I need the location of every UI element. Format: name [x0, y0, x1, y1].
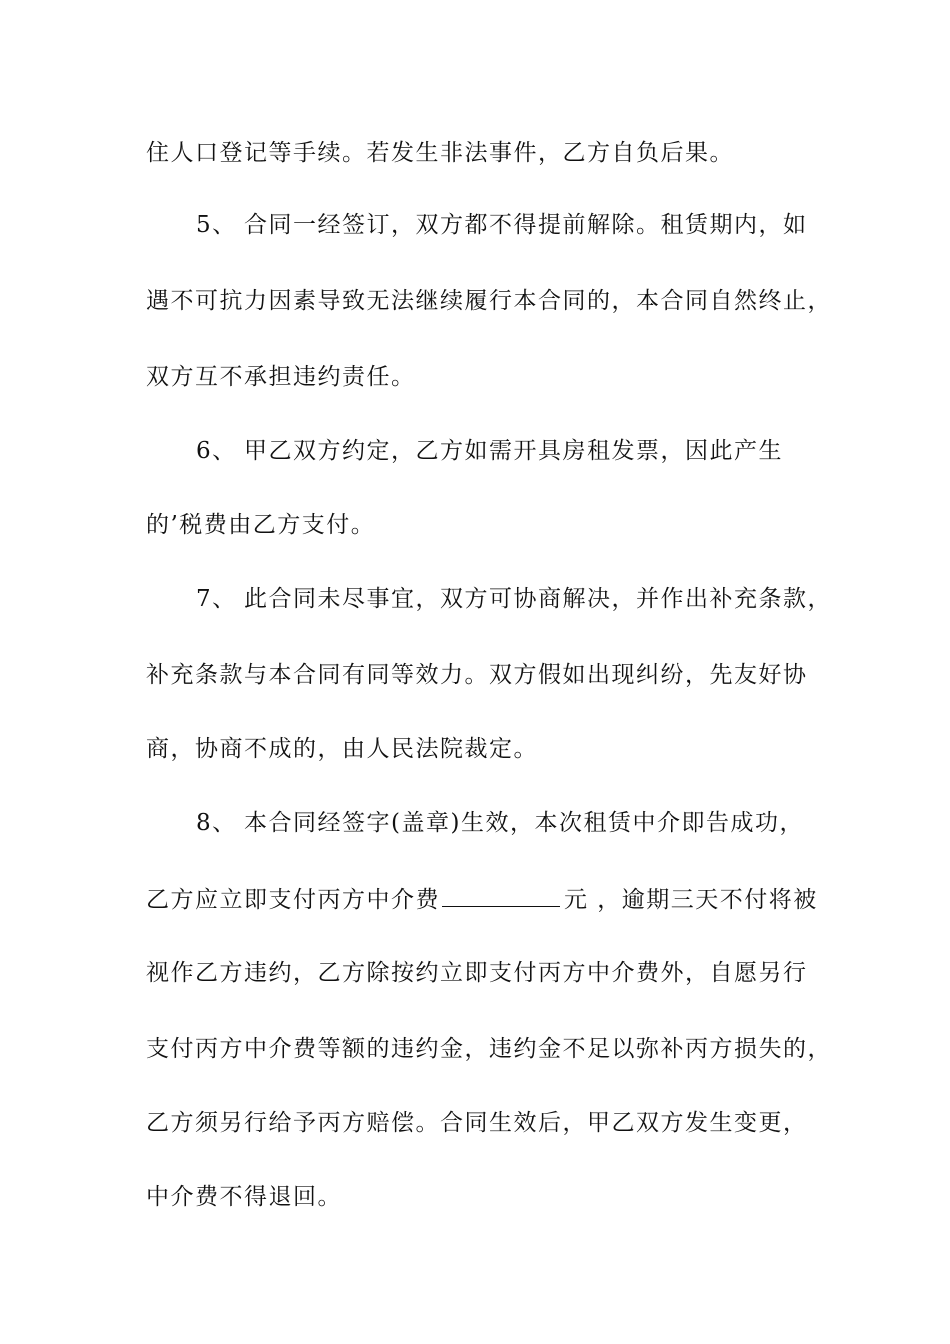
clause-7-line-1	[196, 584, 832, 614]
fee-amount-blank	[442, 884, 560, 907]
clause-8-line-6: 中介费不得退回。	[146, 1184, 342, 1210]
clause-4-tail: 住人口登记等手续。若发生非法事件，乙方自负后果。	[146, 140, 734, 166]
clause-8-line-3: 视作乙方违约，乙方除按约立即支付丙方中介费外，自愿另行	[146, 960, 808, 986]
clause-7-line-3: 商，协商不成的，由人民法院裁定。	[146, 736, 538, 762]
clause-6-number: 6、	[196, 438, 237, 464]
clause-5-line-2: 遇不可抗力因素导致无法继续履行本合同的，本合同自然终止，	[146, 288, 832, 314]
clause-5-text-1: 合同一经签订，双方都不得提前解除。租赁期内，如	[244, 212, 808, 238]
clause-8-line-2	[146, 884, 818, 915]
clause-6-text-1: 甲乙双方约定，乙方如需开具房租发票，因此产生	[244, 438, 783, 464]
clause-8-line-4: 支付丙方中介费等额的违约金，违约金不足以弥补丙方损失的，	[146, 1036, 832, 1062]
clause-7-text-1: 此合同未尽事宜，双方可协商解决，并作出补充条款，	[244, 586, 832, 612]
clause-8-line-5: 乙方须另行给予丙方赔偿。合同生效后，甲乙双方发生变更，	[146, 1110, 808, 1136]
clause-6-line-2: 的’税费由乙方支付。	[146, 512, 376, 538]
clause-8-text-2b: 元 ，逾期三天不付将被	[564, 887, 818, 913]
clause-8-text-2a: 乙方应立即支付丙方中介费	[146, 887, 440, 913]
clause-7-number: 7、	[196, 586, 237, 612]
clause-8-text-1: 本合同经签字(盖章)生效，本次租赁中介即告成功，	[244, 810, 804, 836]
clause-8-number: 8、	[196, 810, 237, 836]
clause-8-line-1	[196, 808, 804, 838]
clause-7-line-2: 补充条款与本合同有同等效力。双方假如出现纠纷，先友好协	[146, 662, 808, 688]
clause-5-line-3: 双方互不承担违约责任。	[146, 364, 416, 390]
clause-6-line-1	[196, 436, 783, 466]
clause-5-number: 5、	[196, 212, 237, 238]
clause-5-line-1	[196, 210, 808, 240]
